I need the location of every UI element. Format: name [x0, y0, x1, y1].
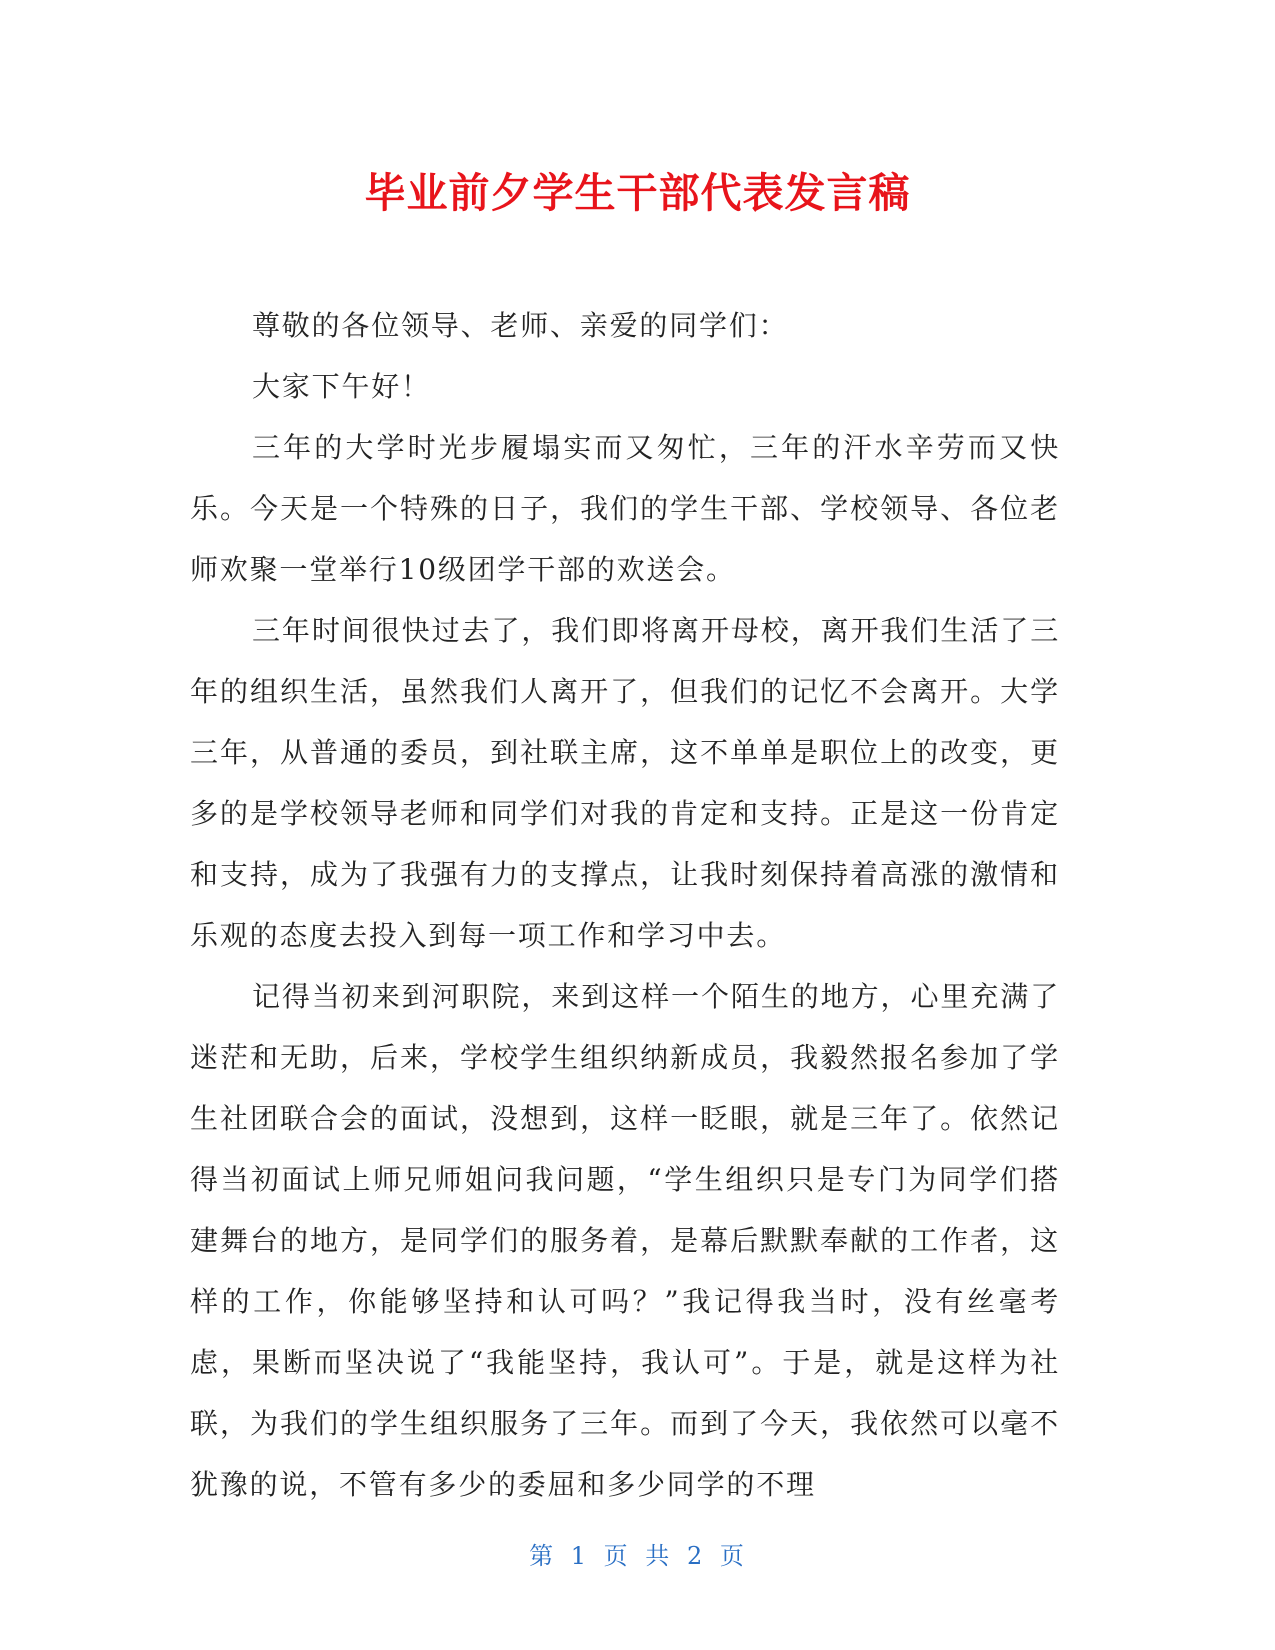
paragraph-salutation: 尊敬的各位领导、老师、亲爱的同学们： [252, 309, 789, 342]
paragraph-2: 三年时间很快过去了，我们即将离开母校，离开我们生活了三年的组织生活，虽然我们人离开了，但我们的记忆不会离开。大学三年，从普通的委员，到社联主席，这不单单是职位上的改变，更多的是学校领导老师和同学们对我的肯定和支持。正是这一份肯定和支持，成为了我强有力的支撑点，让我时刻保持着高涨的激情和乐观的态度去投入到每一项工作和学习中去。 [190, 614, 1060, 952]
page-number-footer: 第 1 页 共 2 页 [529, 1542, 746, 1570]
document-body [190, 295, 1060, 1515]
paragraph-3: 记得当初来到河职院，来到这样一个陌生的地方，心里充满了迷茫和无助，后来，学校学生组织纳新成员，我毅然报名参加了学生社团联合会的面试，没想到，这样一眨眼，就是三年了。依然记得当初面试上师兄师姐问我问题，“学生组织只是专门为同学们搭建舞台的地方，是同学们的服务着，是幕后默默奉献的工作者，这样的工作，你能够坚持和认可吗？”我记得我当时，没有丝毫考虑，果断而坚决说了“我能坚持，我认可”。于是，就是这样为社联，为我们的学生组织服务了三年。而到了今天，我依然可以毫不犹豫的说，不管有多少的委屈和多少同学的不理 [190, 980, 1060, 1501]
paragraph-greeting: 大家下午好！ [252, 370, 431, 403]
paragraph-1: 三年的大学时光步履塌实而又匆忙，三年的汗水辛劳而又快乐。今天是一个特殊的日子，我们的学生干部、学校领导、各位老师欢聚一堂举行10级团学干部的欢送会。 [190, 431, 1060, 586]
document-title: 毕业前夕学生干部代表发言稿 [364, 169, 911, 217]
